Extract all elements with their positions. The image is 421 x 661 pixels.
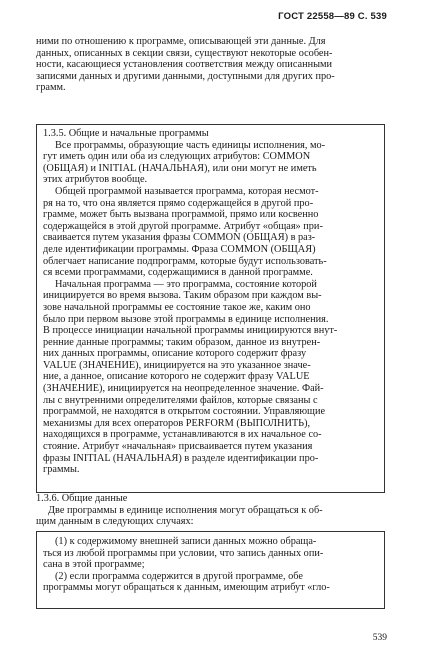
text-line: Начальная программа — это программа, состояние которой bbox=[55, 278, 317, 290]
intro-paragraph bbox=[36, 36, 387, 94]
text-line: грамме, может быть вызвана программой, прямо или косвенно bbox=[43, 209, 319, 221]
text-line: инициируется во время вызова. Таким образом при каждом вы- bbox=[43, 290, 322, 302]
text-line: ря на то, что она является прямо содержащейся в другой про- bbox=[43, 197, 314, 209]
text-line: было при первом вызове этой программы в единице исполнения. bbox=[43, 313, 329, 325]
text-line: содержащейся в этой другой программе. Атрибут «общая» при- bbox=[43, 220, 323, 232]
text-line: ренние данные программы; таким образом, данное из внутрен- bbox=[43, 336, 321, 348]
text-line: сваивается путем указания фразы COMMON (ОБЩАЯ) в раз- bbox=[43, 232, 316, 244]
cases-box bbox=[36, 531, 385, 609]
section-heading: 1.3.5. Общие и начальные программы bbox=[43, 128, 209, 139]
text-line: (ЗНАЧЕНИЕ), инициируется на неопределенное значение. Фай- bbox=[43, 383, 324, 395]
text-line: граммы. bbox=[43, 464, 80, 476]
text-line: этих атрибутов вообще. bbox=[43, 174, 148, 186]
text-line: облегчает написание подпрограмм, которые будут использовать- bbox=[43, 255, 327, 267]
text-line: Две программы в единице исполнения могут обращаться к об- bbox=[48, 504, 323, 516]
text-line: ности, касающиеся установления соответствия между описанными bbox=[36, 59, 333, 71]
text-line: ние, а данное, описание которого не содержит фразу VALUE bbox=[43, 371, 310, 383]
text-line: деле идентификации программы. Фраза COMMON (ОБЩАЯ) bbox=[43, 243, 316, 255]
page-number: 539 bbox=[372, 633, 387, 643]
text-line: грамм. bbox=[36, 82, 66, 94]
section-1-3-6 bbox=[36, 493, 387, 528]
text-line: них данных программы, описание которого содержит фразу bbox=[43, 348, 307, 360]
page-header: ГОСТ 22558—89 С. 539 bbox=[278, 11, 387, 22]
text-line: данных, описанных в секции связи, существуют некоторые особен- bbox=[36, 47, 333, 59]
text-line: (ОБЩАЯ) и INITIAL (НАЧАЛЬНАЯ), или они могут не иметь bbox=[43, 162, 317, 174]
text-line: гут иметь один или оба из следующих атрибутов: COMMON bbox=[43, 151, 311, 163]
section-heading: 1.3.6. Общие данные bbox=[36, 493, 128, 504]
text-line: зове начальной программы ее состояние такое же, каким оно bbox=[43, 301, 311, 313]
text-line: ться из любой программы при условии, что запись данных опи- bbox=[43, 547, 324, 559]
text-line: ся всеми программами, содержащимися в данной программе. bbox=[43, 267, 313, 279]
text-line: щим данным в следующих случаях: bbox=[36, 516, 194, 528]
text-line: фразы INITIAL (НАЧАЛЬНАЯ) в разделе идентификации про- bbox=[43, 452, 319, 464]
text-line: сана в этой программе; bbox=[43, 559, 145, 571]
text-line: (2) если программа содержится в другой программе, обе bbox=[55, 570, 303, 582]
text-line: Все программы, образующие часть единицы исполнения, мо- bbox=[55, 139, 326, 151]
text-line: (1) к содержимому внешней записи данных можно обраща- bbox=[55, 536, 317, 547]
text-line: Общей программой называется программа, которая несмот- bbox=[55, 185, 319, 197]
text-line: программой, не находятся в открытом состоянии. Управляющие bbox=[43, 406, 326, 418]
text-line: находящихся в программе, устанавливаются в их начальное со- bbox=[43, 429, 322, 441]
text-line: стояние. Атрибут «начальная» присваивается путем указания bbox=[43, 441, 313, 453]
text-line: ними по отношению к программе, описывающей эти данные. Для bbox=[36, 36, 326, 47]
section-1-3-5-box bbox=[36, 124, 385, 493]
text-line: лы с внутренними определителями файлов, которые связаны с bbox=[43, 394, 318, 406]
text-line: записями данных и другими данными, доступными для других про- bbox=[36, 70, 335, 82]
text-line: VALUE (ЗНАЧЕНИЕ), инициируется на это указанное значе- bbox=[43, 359, 311, 371]
text-line: механизмы для всех операторов PERFORM (ВЫПОЛНИТЬ), bbox=[43, 417, 311, 429]
text-line: В процессе инициации начальной программы инициируются внут- bbox=[43, 325, 338, 337]
text-line: программы могут обращаться к данным, имеющим атрибут «гло- bbox=[43, 582, 330, 594]
